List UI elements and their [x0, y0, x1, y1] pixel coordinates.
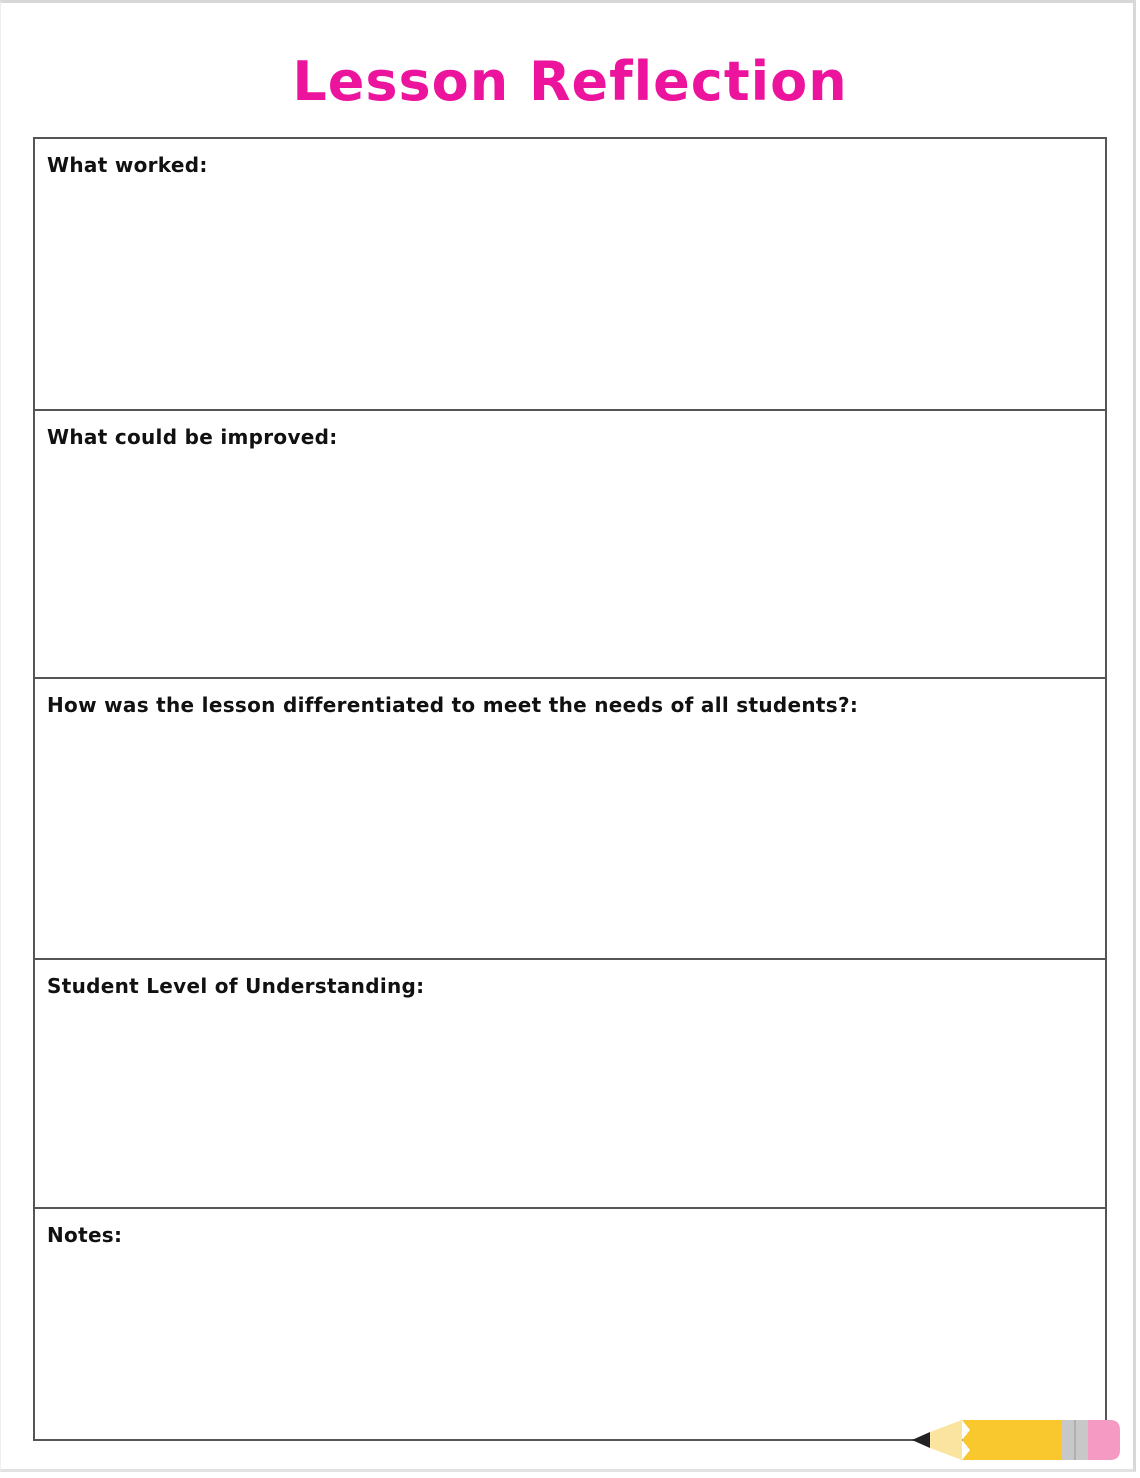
pencil-eraser: [1088, 1420, 1120, 1460]
section-label-differentiation: How was the lesson differentiated to meet the needs of all students?:: [47, 693, 859, 717]
answer-area-could-be-improved[interactable]: [47, 459, 1093, 667]
section-student-understanding: [35, 960, 1105, 1209]
pencil-lead: [912, 1432, 930, 1448]
section-label-what-worked: What worked:: [47, 153, 208, 177]
section-notes: [35, 1209, 1105, 1439]
pencil-wood: [930, 1420, 962, 1460]
section-differentiation: [35, 679, 1105, 960]
answer-area-what-worked[interactable]: [47, 187, 1093, 399]
section-label-notes: Notes:: [47, 1223, 123, 1247]
section-could-be-improved: [35, 411, 1105, 679]
answer-area-differentiation[interactable]: [47, 727, 1093, 948]
pencil-body: [962, 1420, 1062, 1460]
section-label-student-understanding: Student Level of Understanding:: [47, 974, 425, 998]
section-what-worked: [35, 139, 1105, 411]
section-label-could-be-improved: What could be improved:: [47, 425, 338, 449]
answer-area-notes[interactable]: [47, 1257, 1093, 1429]
answer-area-student-understanding[interactable]: [47, 1008, 1093, 1197]
pencil-icon: [910, 1416, 1124, 1464]
reflection-form: [33, 137, 1107, 1441]
page-title: Lesson Reflection: [292, 50, 848, 113]
